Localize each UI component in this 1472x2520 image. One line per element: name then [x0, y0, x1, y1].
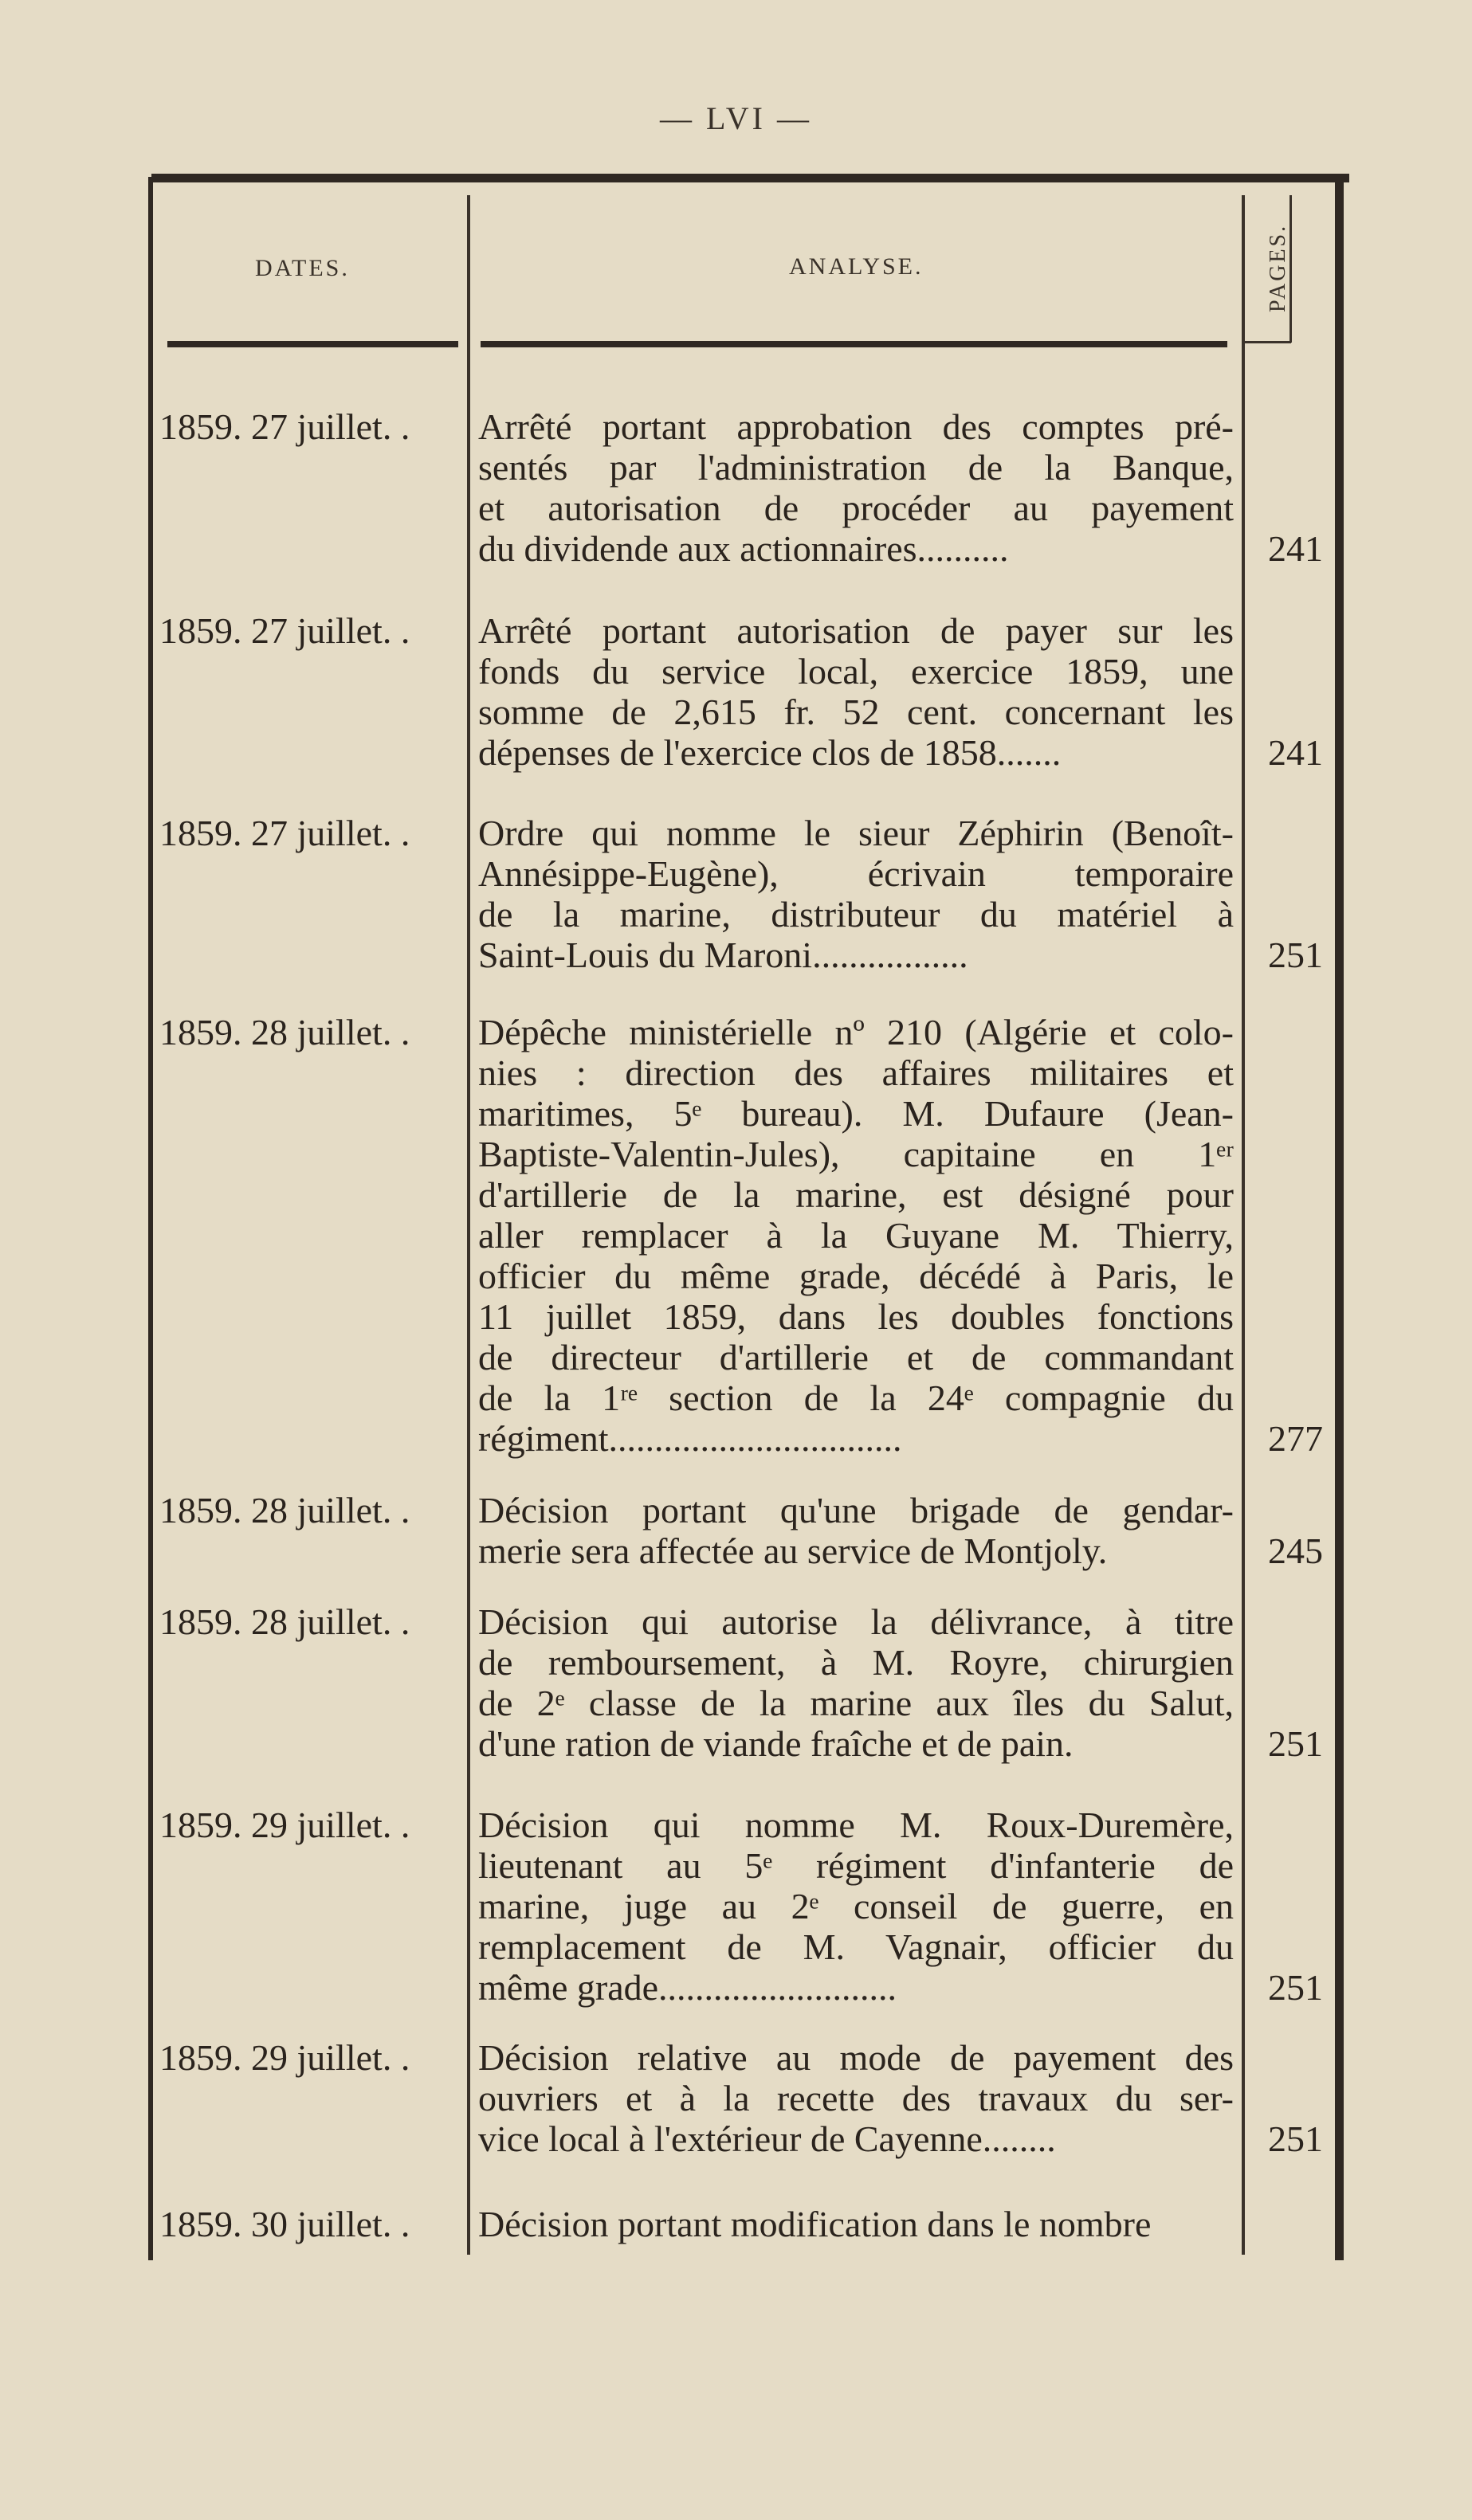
analysis-line: Baptiste-Valentin-Jules), capitaine en 1ᵉʳ [478, 1134, 1234, 1174]
analysis-line: 11 juillet 1859, dans les doubles fonctions [478, 1296, 1234, 1337]
entry-date: 1859. 28 juillet. . [159, 1012, 410, 1052]
analysis-line: maritimes, 5ᵉ bureau). M. Dufaure (Jean- [478, 1093, 1234, 1134]
entry-page: 277 [1268, 1418, 1323, 1459]
analysis-line: nies : direction des affaires militaires et [478, 1052, 1234, 1093]
table-right-border [1335, 177, 1344, 2260]
table-top-rule [151, 174, 1349, 182]
analysis-line: remplacement de M. Vagnair, officier du [478, 1926, 1234, 1967]
analysis-line: de directeur d'artillerie et de commandant [478, 1337, 1234, 1378]
entry-analysis [478, 610, 1234, 773]
analysis-line: régiment................................ [478, 1418, 902, 1459]
analysis-line: de la marine, distributeur du matériel à [478, 894, 1234, 935]
entry-date: 1859. 27 juillet. . [159, 406, 410, 447]
entry-page: 251 [1268, 935, 1323, 975]
entry-page: 251 [1268, 1967, 1323, 2008]
entry-analysis [478, 813, 1234, 975]
analysis-line: Décision qui autorise la délivrance, à titre [478, 1601, 1234, 1642]
analysis-line: officier du même grade, décédé à Paris, le [478, 1256, 1234, 1296]
entry-page: 241 [1268, 528, 1323, 569]
entry-analysis [478, 1601, 1234, 1764]
analysis-line: Décision qui nomme M. Roux-Duremère, [478, 1805, 1234, 1845]
column-separator-analyse [1242, 195, 1245, 2255]
column-header-dates: DATES. [255, 255, 350, 281]
entry-page: 251 [1268, 1723, 1323, 1764]
analyse-header-rule [481, 341, 1227, 347]
dates-header-rule [167, 341, 458, 347]
entry-date: 1859. 27 juillet. . [159, 813, 410, 853]
analysis-line: du dividende aux actionnaires.......... [478, 528, 1009, 569]
entry-analysis [478, 1012, 1234, 1459]
entry-analysis [478, 2204, 1234, 2244]
analysis-line: aller remplacer à la Guyane M. Thierry, [478, 1215, 1234, 1256]
analysis-line: Décision relative au mode de payement des [478, 2037, 1234, 2078]
analysis-line: Annésippe-Eugène), écrivain temporaire [478, 853, 1234, 894]
analysis-line: Dépêche ministérielle nº 210 (Algérie et colo- [478, 1012, 1234, 1052]
analysis-line: Saint-Louis du Maroni................. [478, 935, 968, 975]
pages-header-box-bottom [1243, 341, 1291, 343]
analysis-line: et autorisation de procéder au payement [478, 488, 1234, 528]
analysis-line: sentés par l'administration de la Banque, [478, 447, 1234, 488]
analysis-line: de 2ᵉ classe de la marine aux îles du Salut, [478, 1683, 1234, 1723]
table-left-border [148, 177, 153, 2260]
entry-page: 245 [1268, 1530, 1323, 1571]
entry-date: 1859. 29 juillet. . [159, 2037, 410, 2078]
analysis-line: Arrêté portant autorisation de payer sur les [478, 610, 1234, 651]
entry-date: 1859. 28 juillet. . [159, 1601, 410, 1642]
analysis-line: Décision portant qu'une brigade de gendar- [478, 1490, 1234, 1530]
analysis-line: lieutenant au 5ᵉ régiment d'infanterie de [478, 1845, 1234, 1886]
entry-analysis [478, 406, 1234, 569]
analysis-line: Ordre qui nomme le sieur Zéphirin (Benoît- [478, 813, 1234, 853]
page-number: — LVI — [660, 100, 812, 136]
analysis-line: de remboursement, à M. Royre, chirurgien [478, 1642, 1234, 1683]
entry-analysis [478, 2037, 1234, 2159]
entry-page: 241 [1268, 732, 1323, 773]
analysis-line: fonds du service local, exercice 1859, une [478, 651, 1234, 692]
analysis-line: vice local à l'extérieur de Cayenne........ [478, 2118, 1056, 2159]
entry-date: 1859. 27 juillet. . [159, 610, 410, 651]
entry-page: 251 [1268, 2118, 1323, 2159]
entry-date: 1859. 29 juillet. . [159, 1805, 410, 1845]
analysis-line: même grade.......................... [478, 1967, 897, 2008]
analysis-line: somme de 2,615 fr. 52 cent. concernant les [478, 692, 1234, 732]
column-separator-dates [467, 195, 470, 2255]
entry-analysis [478, 1805, 1234, 2008]
analysis-line: de la 1ʳᵉ section de la 24ᵉ compagnie du [478, 1378, 1234, 1418]
analysis-line: marine, juge au 2ᵉ conseil de guerre, en [478, 1886, 1234, 1926]
analysis-line: d'une ration de viande fraîche et de pain. [478, 1723, 1074, 1764]
column-header-pages: PAGES. [1266, 223, 1290, 312]
column-header-analyse: ANALYSE. [789, 253, 924, 280]
entry-date: 1859. 30 juillet. . [159, 2204, 410, 2244]
analysis-line: d'artillerie de la marine, est désigné pour [478, 1174, 1234, 1215]
analysis-line: dépenses de l'exercice clos de 1858....... [478, 732, 1062, 773]
entry-analysis [478, 1490, 1234, 1571]
entry-date: 1859. 28 juillet. . [159, 1490, 410, 1530]
analysis-line: ouvriers et à la recette des travaux du ser- [478, 2078, 1234, 2118]
analysis-line: merie sera affectée au service de Montjoly. [478, 1530, 1108, 1571]
analysis-line: Décision portant modification dans le nombre [478, 2204, 1152, 2244]
analysis-line: Arrêté portant approbation des comptes pré- [478, 406, 1234, 447]
